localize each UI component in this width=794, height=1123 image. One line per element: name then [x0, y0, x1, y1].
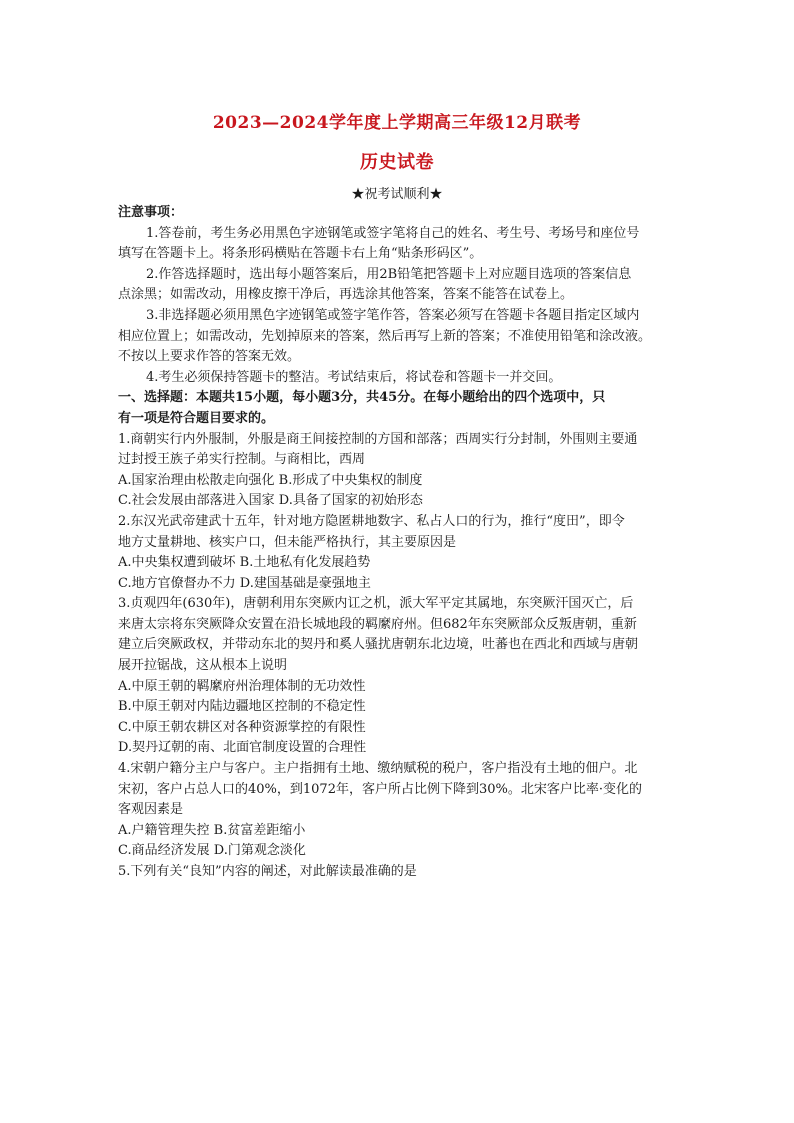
question-line: 来唐太宗将东突厥降众安置在沿长城地段的羁縻府州。但682年东突厥部众反叛唐朝，重新 [118, 616, 637, 632]
option-line: D.契丹辽朝的南、北面官制度设置的合理性 [118, 740, 367, 756]
option-line: C.商品经济发展 D.门第观念淡化 [118, 843, 306, 859]
exam-body [118, 203, 678, 883]
exam-title: 2023—2024学年度上学期高三年级12月联考 [212, 113, 582, 133]
question-line: 宋初，客户占总人口的40%，到1072年，客户所占比例下降到30%。北宋客户比率·变化的 [118, 781, 643, 797]
note-line: 4.考生必须保持答题卡的整洁。考试结束后，将试卷和答题卡一并交回。 [146, 369, 562, 385]
note-line: 1.答卷前，考生务必用黑色字迹钢笔或签字笔将自己的姓名、考生号、考场号和座位号 [146, 225, 640, 241]
note-line: 3.非选择题必须用黑色字迹钢笔或签字笔作答，答案必须写在答题卡各题目指定区域内 [146, 307, 640, 323]
option-line: C.中原王朝农耕区对各种资源掌控的有限性 [118, 719, 366, 735]
option-line: B.中原王朝对内陆边疆地区控制的不稳定性 [118, 699, 366, 715]
note-line: 2.作答选择题时，选出每小题答案后，用2B铅笔把答题卡上对应题目选项的答案信息 [146, 266, 632, 282]
note-line: 相应位置上；如需改动，先划掉原来的答案，然后再写上新的答案；不准使用铅笔和涂改液。 [118, 328, 652, 344]
question-line: 展开拉锯战，这从根本上说明 [118, 658, 288, 674]
section-intro: 有一项是符合题目要求的。 [118, 410, 275, 426]
notes-heading: 注意事项： [118, 205, 184, 220]
question-line: 4.宋朝户籍分主户与客户。主户指拥有土地、缴纳赋税的税户，客户指没有土地的佃户。北 [118, 761, 638, 777]
question-line: 地方丈量耕地、核实户口，但未能严格执行，其主要原因是 [118, 534, 457, 550]
question-line: 2.东汉光武帝建武十五年，针对地方隐匿耕地数字、私占人口的行为，推行“度田”，即令 [118, 513, 625, 529]
question-line: 客观因素是 [118, 802, 184, 818]
subject-title: 历史试卷 [360, 152, 434, 173]
option-line: C.地方官僚督办不力 D.建国基础是豪强地主 [118, 575, 371, 591]
option-line: A.户籍管理失控 B.贫富差距缩小 [118, 822, 306, 838]
option-line: A.国家治理由松散走向强化 B.形成了中央集权的制度 [118, 472, 423, 488]
note-line: 不按以上要求作答的答案无效。 [118, 349, 301, 365]
good-luck-line: ★祝考试顺利★ [351, 187, 443, 202]
note-line: 点涂黑；如需改动，用橡皮擦干净后，再选涂其他答案，答案不能答在试卷上。 [118, 287, 574, 303]
question-line: 过封授王族子弟实行控制。与商相比，西周 [118, 452, 366, 468]
question-line: 5.下列有关“良知”内容的阐述，对此解读最准确的是 [118, 864, 417, 879]
question-line: 建立后突厥政权，并带动东北的契丹和奚人骚扰唐朝东北边境，吐蕃也在西北和西域与唐朝 [118, 637, 639, 653]
section-intro: 一、选择题：本题共15小题，每小题3分，共45分。在每小题给出的四个选项中，只 [118, 390, 606, 406]
question-line: 1.商朝实行内外服制，外服是商王间接控制的方国和部落；西周实行分封制，外围则主要通 [118, 431, 638, 447]
option-line: A.中央集权遭到破坏 B.土地私有化发展趋势 [118, 555, 371, 571]
option-line: A.中原王朝的羁縻府州治理体制的无功效性 [118, 678, 366, 694]
option-line: C.社会发展由部落进入国家 D.具备了国家的初始形态 [118, 493, 423, 509]
note-line: 填写在答题卡上。将条形码横贴在答题卡右上角“贴条形码区”。 [118, 246, 483, 262]
question-line: 3.贞观四年(630年)，唐朝利用东突厥内讧之机，派大军平定其属地，东突厥汗国灭亡，后 [118, 596, 634, 612]
